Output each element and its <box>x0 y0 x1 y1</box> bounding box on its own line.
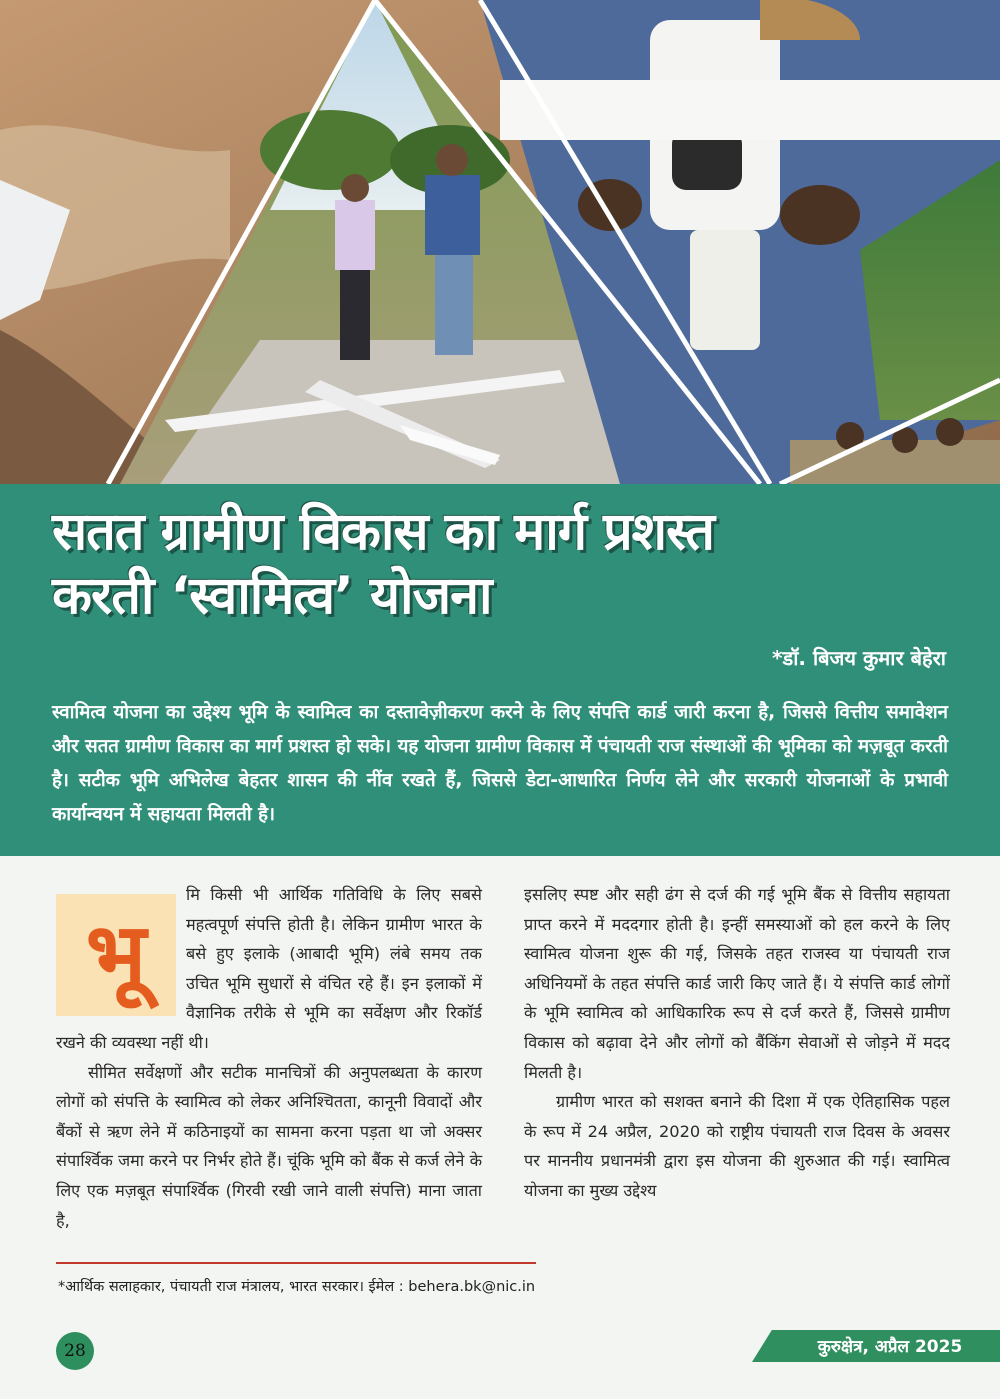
paragraph: सीमित सर्वेक्षणों और सटीक मानचित्रों की अनुपलब्धता के कारण लोगों को संपत्ति के स्वामित्व को लेकर अनिश्चितता, कानूनी विवादों और बैंकों से ऋण लेने में कठिनाइयों का सामना करना पड़ता था जो अक्सर संपार्श्विक जमा करने पर निर्भर होते हैं। चूंकि भूमि को बैंक से कर्ज लेने के लिए एक मज़बूत संपार्श्विक (गिरवी रखी जाने वाली संपत्ति) माना जाता है, <box>56 1062 482 1230</box>
magazine-issue-label: कुरुक्षेत्र, अप्रैल 2025 <box>817 1337 963 1357</box>
body-column-left <box>56 880 482 1235</box>
paragraph: ग्रामीण भारत को सशक्त बनाने की दिशा में एक ऐतिहासिक पहल के रूप में 24 अप्रैल, 2020 को राष्ट्रीय पंचायती राज दिवस के अवसर पर माननीय प्रधानमंत्री द्वारा इस योजना की शुरुआत की गई। स्वामित्व योजना का मुख्य उद्देश्य <box>524 1092 950 1200</box>
author-footnote: *आर्थिक सलाहकार, पंचायती राज मंत्रालय, भारत सरकार। ईमेल : behera.bk@nic.in <box>58 1279 536 1295</box>
article-title-line-1: सतत ग्रामीण विकास का मार्ग प्रशस्त <box>52 502 714 562</box>
footnote-divider <box>56 1262 536 1264</box>
body-column-right <box>524 880 950 1206</box>
page-number: 28 <box>56 1332 94 1370</box>
article-abstract: स्वामित्व योजना का उद्देश्य भूमि के स्वामित्व का दस्तावेज़ीकरण करने के लिए संपत्ति कार्ड जारी करना है, जिससे वित्तीय समावेशन और सतत ग्रामीण विकास का मार्ग प्रशस्त हो सके। यह योजना ग्रामीण विकास में पंचायती राज संस्थाओं की भूमिका को मज़बूत करती है। सटीक भूमि अभिलेख बेहतर शासन की नींव रखते हैं, जिससे डेटा-आधारित निर्णय लेने और सरकारी योजनाओं के प्रभावी कार्यान्वयन में सहायता मिलती है। <box>52 702 948 825</box>
article-title <box>52 500 932 628</box>
paragraph: इसलिए स्पष्ट और सही ढंग से दर्ज की गई भूमि बैंक से वित्तीय सहायता प्राप्त करने में मददगार होती है। इन्हीं समस्याओं को हल करने के लिए स्वामित्व योजना शुरू की गई, जिसके तहत राजस्व या पंचायती राज अधिनियमों के तहत संपत्ति कार्ड जारी किए जाते हैं। ये संपत्ति कार्ड लोगों के भूमि स्वामित्व को आधिकारिक रूप से दर्ज करते हैं, जिससे ग्रामीण विकास को बढ़ावा देने और लोगों को बैंकिंग सेवाओं से जोड़ने में मदद मिलती है। <box>524 885 950 1082</box>
paragraph: मि किसी भी आर्थिक गतिविधि के लिए सबसे महत्वपूर्ण संपत्ति होती है। लेकिन ग्रामीण भारत के बसे हुए इलाके (आबादी भूमि) लंबे समय तक उचित भूमि सुधारों से वंचित रहे हैं। इन इलाकों में वैज्ञानिक तरीके से भूमि का सर्वेक्षण और रिकॉर्ड रखने की व्यवस्था नहीं थी। <box>56 885 482 1052</box>
drone-survey-photos <box>0 0 1000 484</box>
hero-photo-collage <box>0 0 1000 484</box>
author-byline: *डॉ. बिजय कुमार बेहेरा <box>772 646 946 670</box>
dropcap-box <box>56 894 176 1016</box>
dropcap-letter: भू <box>85 905 147 1005</box>
article-title-line-2: करती ‘स्वामित्व’ योजना <box>52 566 492 626</box>
